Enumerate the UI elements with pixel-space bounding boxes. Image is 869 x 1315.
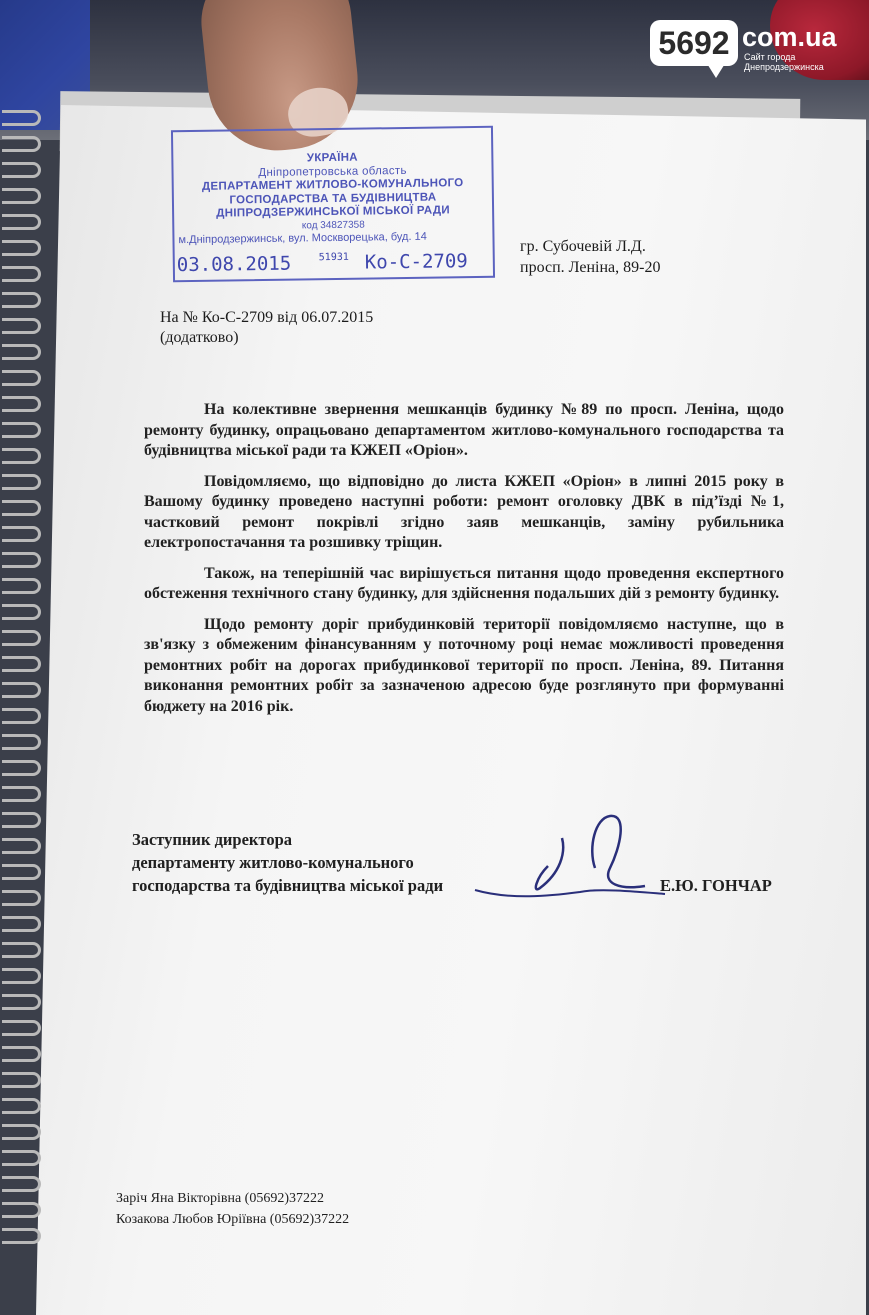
spiral-ring [2,162,41,178]
registration-stamp [171,126,495,282]
spiral-ring [2,318,41,334]
spiral-ring [2,812,41,828]
recipient-address: просп. Леніна, 89-20 [520,259,661,276]
recipient-block [520,236,660,278]
spiral-ring [2,1046,41,1062]
signer-title-3: господарства та будівництва міської ради [132,876,444,895]
spiral-ring [2,1072,41,1088]
spiral-ring [2,240,41,256]
logo-number: 5692 [650,20,738,66]
signer-title-1: Заступник директора [132,830,292,849]
contact-line: Заріч Яна Вікторівна (05692)37222 [116,1191,325,1206]
signer-name: Е.Ю. ГОНЧАР [660,876,772,895]
spiral-ring [2,474,41,490]
spiral-ring [2,1098,41,1114]
stamp-line: ДНІПРОДЗЕРЖИНСЬКОЇ МІСЬКОЇ РАДИ [216,204,451,220]
stamp-address: м.Дніпродзержинськ, вул. Москворецька, буд. 14 [178,230,427,246]
stamp-code: код 34827358 [301,219,365,231]
letter-body [144,400,784,727]
stamp-line: ДЕПАРТАМЕНТ ЖИТЛОВО-КОМУНАЛЬНОГО [201,177,464,193]
contact-line: Козакова Любов Юріївна (05692)37222 [116,1212,350,1227]
spiral-ring [2,1202,41,1218]
logo-tagline: Сайт города Днепродзержинска [744,52,824,72]
spiral-ring [2,1228,41,1244]
spiral-ring [2,136,41,152]
stamp-line: ГОСПОДАРСТВА ТА БУДІВНИЦТВА [229,191,437,206]
spiral-ring [2,968,41,984]
spiral-ring [2,604,41,620]
watermark-logo [650,18,860,78]
spiral-ring [2,1150,41,1166]
spiral-binding [0,110,42,1300]
body-paragraph: Також, на теперішній час вирішується питання щодо проведення експертного обстеження технічного стану будинку, для здійснення подальших дій з ремонту будинку. [144,564,784,602]
spiral-ring [2,942,41,958]
signature-block [132,828,802,897]
spiral-ring [2,630,41,646]
contacts-block [116,1188,349,1230]
recipient-name: гр. Субочевій Л.Д. [520,238,646,255]
spiral-ring [2,552,41,568]
spiral-ring [2,370,41,386]
body-paragraph: Щодо ремонту доріг прибудинковій території повідомляємо наступне, що в зв'язку з обмеженим фінансуванням у поточному році немає можливості проведення ремонтних робіт на дорогах прибудинкової території по просп. Леніна, 89. Питання виконання ремонтних робіт за зазначеною адресою буде розглянуто при формуванні бюджету на 2016 рік. [144,615,784,715]
spiral-ring [2,422,41,438]
spiral-ring [2,682,41,698]
signer-title-2: департаменту житлово-комунального [132,853,414,872]
spiral-ring [2,786,41,802]
spiral-ring [2,214,41,230]
spiral-ring [2,760,41,776]
spiral-ring [2,292,41,308]
logo-bubble-tail [706,62,726,78]
spiral-ring [2,188,41,204]
spiral-ring [2,500,41,516]
spiral-ring [2,890,41,906]
stamp-date: 03.08.2015 [176,252,292,277]
spiral-ring [2,266,41,282]
stamp-ref: Ко-С-2709 [364,250,468,274]
spiral-ring [2,526,41,542]
stamp-line: УКРАЇНА [306,151,358,165]
spiral-ring [2,838,41,854]
spiral-ring [2,734,41,750]
reference-block [160,308,373,348]
body-paragraph: Повідомляємо, що відповідно до листа КЖЕП «Оріон» в липні 2015 року в Вашому будинку проведено наступні роботи: ремонт оголовку ДВК в під’їзді №1, частковий ремонт покрівлі згідно заяв мешканців, заміну рубильника електропостачання та розшивку тріщин. [144,472,784,551]
spiral-ring [2,1124,41,1140]
reference-note: (додатково) [160,329,239,346]
spiral-ring [2,1176,41,1192]
spiral-ring [2,1020,41,1036]
body-paragraph: На колективне звернення мешканців будинку №89 по просп. Леніна, щодо ремонту будинку, опрацьовано департаментом житлово-комунального господарства та будівництва міської ради та КЖЕП «Оріон». [144,401,784,459]
spiral-ring [2,344,41,360]
spiral-ring [2,916,41,932]
spiral-ring [2,578,41,594]
stamp-index: 51931 [318,251,349,264]
spiral-ring [2,708,41,724]
reference-number: На № Ко-С-2709 від 06.07.2015 [160,309,374,326]
spiral-ring [2,656,41,672]
stamp-handwriting [177,250,491,278]
spiral-ring [2,864,41,880]
spiral-ring [2,110,41,126]
spiral-ring [2,994,41,1010]
stamp-line: Дніпропетровська область [258,164,407,179]
spiral-ring [2,396,41,412]
spiral-ring [2,448,41,464]
logo-domain: com.ua [742,22,837,52]
